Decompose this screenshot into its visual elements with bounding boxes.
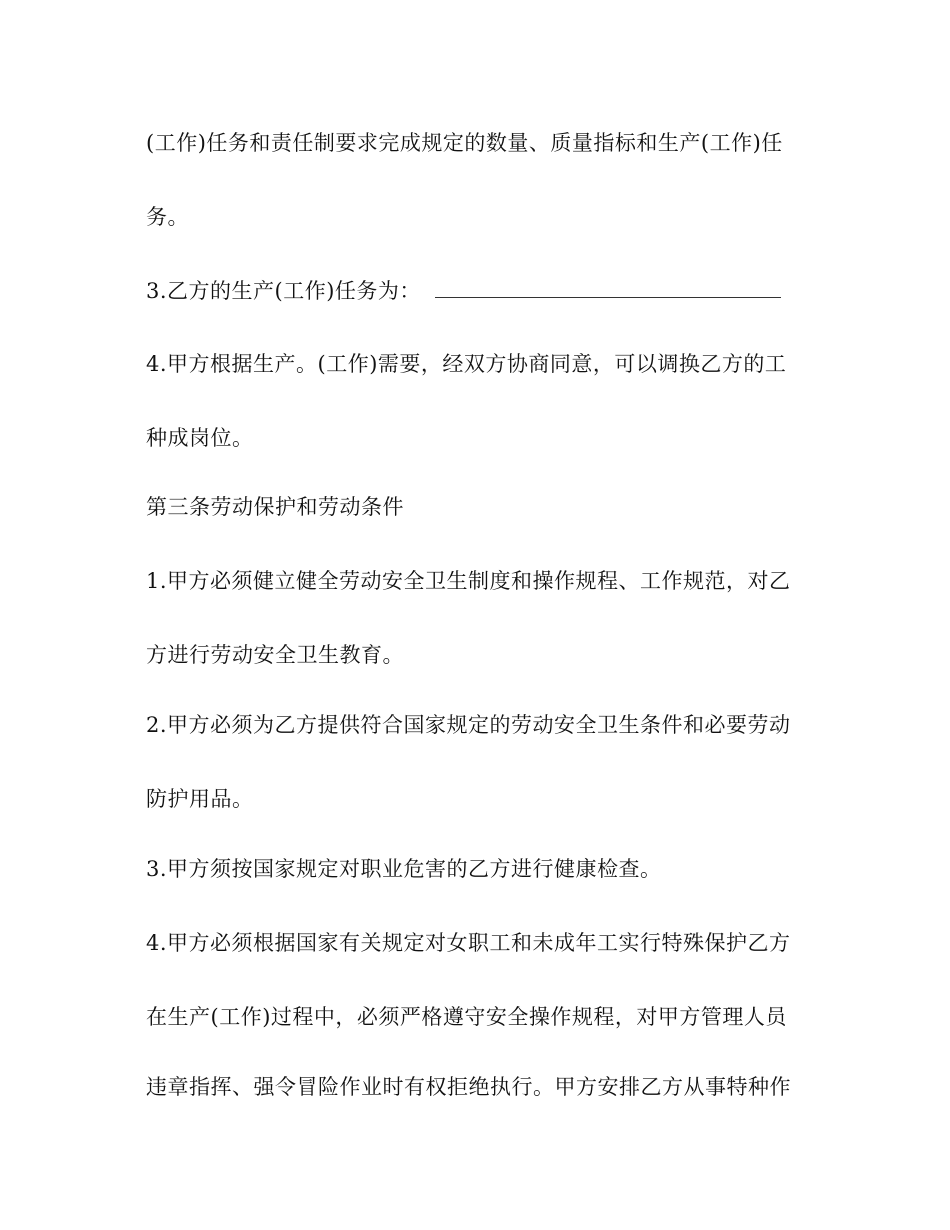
task-line — [146, 276, 781, 306]
section-heading: 第三条劳动保护和劳动条件 — [146, 495, 404, 519]
text-line: 种成岗位。 — [146, 426, 254, 450]
text-line: 4.甲方必须根据国家有关规定对女职工和未成年工实行特殊保护乙方 — [146, 931, 791, 955]
task-blank-field — [435, 277, 781, 298]
text-line: 1.甲方必须健立健全劳动安全卫生制度和操作规程、工作规范，对乙 — [146, 569, 791, 593]
text-line: 方进行劳动安全卫生教育。 — [146, 643, 404, 667]
text-line: 在生产(工作)过程中，必须严格遵守安全操作规程，对甲方管理人员 — [146, 1005, 787, 1029]
text-line: 2.甲方必须为乙方提供符合国家规定的劳动安全卫生条件和必要劳动 — [146, 713, 791, 737]
text-line: 防护用品。 — [146, 787, 254, 811]
text-line: (工作)任务和责任制要求完成规定的数量、质量指标和生产(工作)任 — [146, 131, 783, 155]
task-label: 3.乙方的生产(工作)任务为： — [146, 279, 421, 303]
text-line: 违章指挥、强令冒险作业时有权拒绝执行。甲方安排乙方从事特种作 — [146, 1075, 791, 1099]
text-line: 3.甲方须按国家规定对职业危害的乙方进行健康检查。 — [146, 857, 662, 881]
text-line: 务。 — [146, 205, 189, 229]
text-line: 4.甲方根据生产。(工作)需要，经双方协商同意，可以调换乙方的工 — [146, 352, 787, 376]
